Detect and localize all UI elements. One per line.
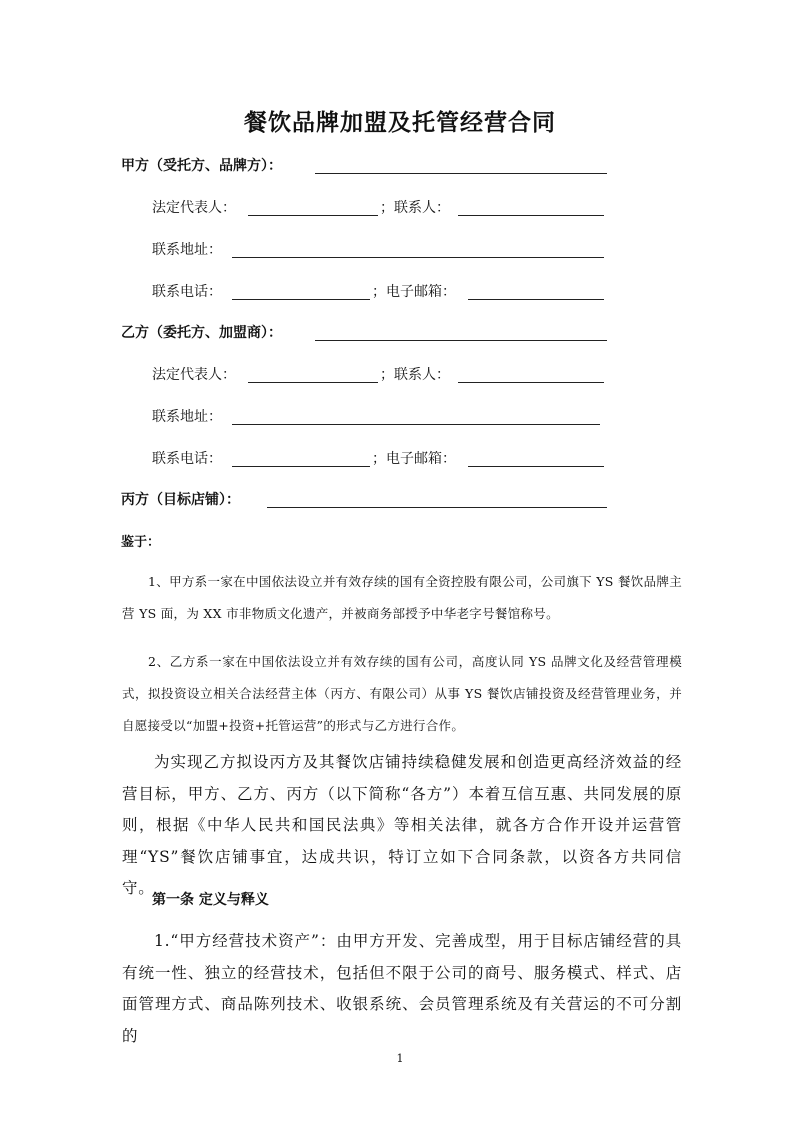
party-b-address-blank xyxy=(232,424,600,425)
whereas-label xyxy=(121,532,221,558)
party-a-row xyxy=(121,155,611,181)
party-a-email-label: ；电子邮箱： xyxy=(372,284,456,300)
party-a-label: 甲方（受托方、品牌方）： xyxy=(121,158,282,174)
party-a-rep-row xyxy=(152,197,612,223)
party-b-email-blank xyxy=(468,466,604,467)
party-c-label: 丙方（目标店铺）： xyxy=(121,492,240,508)
party-b-phone-label: 联系电话： xyxy=(152,451,222,467)
party-a-address-row xyxy=(152,239,612,265)
party-b-rep-row xyxy=(152,364,612,390)
party-b-contact-label: ；联系人： xyxy=(380,367,450,383)
party-b-address-label: 联系地址： xyxy=(152,409,222,425)
party-a-rep-label: 法定代表人： xyxy=(152,200,236,216)
party-b-address-row xyxy=(152,406,612,432)
page-number: 1 xyxy=(396,1052,404,1065)
party-a-name-blank xyxy=(315,173,607,174)
party-a-contact-blank xyxy=(458,215,604,216)
party-c-row xyxy=(121,489,611,515)
party-b-contact-blank xyxy=(458,382,604,383)
article-1-heading: 第一条 定义与释义 xyxy=(152,892,269,908)
party-b-rep-label: 法定代表人： xyxy=(152,367,236,383)
contract-title: 餐饮品牌加盟及托管经营合同 xyxy=(244,110,556,136)
party-a-address-label: 联系地址： xyxy=(152,242,222,258)
party-b-name-blank xyxy=(315,340,607,341)
party-b-label: 乙方（委托方、加盟商）： xyxy=(121,325,282,341)
party-a-phone-label: 联系电话： xyxy=(152,284,222,300)
party-b-row xyxy=(121,322,611,348)
recital-1: 1、甲方系一家在中国依法设立并有效存续的国有全资控股有限公司，公司旗下 YS 餐饮品牌主营 YS 面，为 XX 市非物质文化遗产，并被商务部授予中华老字号餐馆称号。 xyxy=(122,574,682,621)
party-a-phone-row xyxy=(152,281,612,307)
party-b-rep-blank xyxy=(248,382,378,383)
party-a-rep-blank xyxy=(248,215,378,216)
whereas-label-text: 鉴于： xyxy=(121,535,161,550)
party-a-phone-blank xyxy=(232,299,370,300)
party-b-phone-row xyxy=(152,448,612,474)
recital-2: 2、乙方系一家在中国依法设立并有效存续的国有公司，高度认同 YS 品牌文化及经营管理模式，拟投资设立相关合法经营主体（丙方、有限公司）从事 YS 餐饮店铺投资及经营管理业务，并自愿接受以“加盟+投资+托管运营”的形式与乙方进行合作。 xyxy=(122,654,682,733)
party-a-address-blank xyxy=(232,257,604,258)
party-b-phone-blank xyxy=(232,466,370,467)
party-a-contact-label: ；联系人： xyxy=(380,200,450,216)
party-b-email-label: ；电子邮箱： xyxy=(372,451,456,467)
party-a-email-blank xyxy=(468,299,604,300)
article-1-clause-1: 1.“甲方经营技术资产”：由甲方开发、完善成型，用于目标店铺经营的具有统一性、独立的经营技术，包括但不限于公司的商号、服务模式、样式、店面管理方式、商品陈列技术、收银系统、会员管理系统及有关营运的不可分割的 xyxy=(122,932,682,1045)
purpose-paragraph: 为实现乙方拟设丙方及其餐饮店铺持续稳健发展和创造更高经济效益的经营目标，甲方、乙方、丙方（以下简称“各方”）本着互信互惠、共同发展的原则，根据《中华人民共和国民法典》等相关法律，就各方合作开设并运营管理“YS”餐饮店铺事宜，达成共识，特订立如下合同条款，以资各方共同信守。 xyxy=(122,753,682,897)
party-c-name-blank xyxy=(267,507,607,508)
